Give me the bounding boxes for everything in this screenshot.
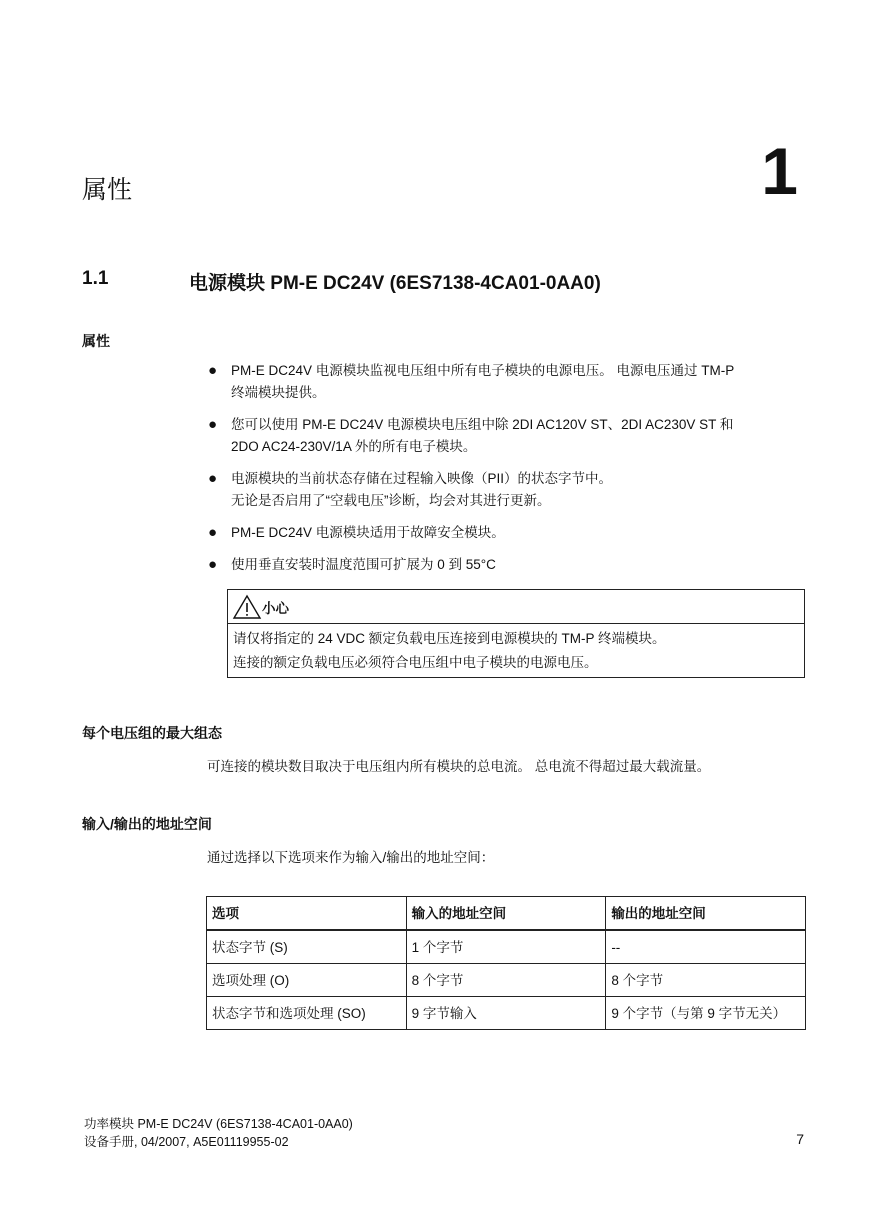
list-item: ● PM-E DC24V 电源模块适用于故障安全模块。 (205, 522, 805, 544)
column-header: 输出的地址空间 (606, 897, 806, 931)
bullet-icon: ● (208, 362, 218, 379)
table-cell: -- (606, 930, 806, 964)
section-number: 1.1 (82, 268, 109, 289)
chapter-title: 属性 (82, 176, 133, 204)
column-header: 输入的地址空间 (406, 897, 606, 931)
bullet-icon: ● (208, 470, 218, 487)
column-header: 选项 (207, 897, 407, 931)
address-space-heading: 输入/输出的地址空间 (82, 816, 212, 832)
list-item: ● PM-E DC24V 电源模块监视电压组中所有电子模块的电源电压。 电源电压通过 TM-P 终端模块提供。 (208, 362, 735, 400)
table-row (207, 997, 806, 1030)
caution-box (227, 589, 805, 678)
section-title: 电源模块 PM-E DC24V (6ES7138-4CA01-0AA0) (189, 273, 601, 294)
table-cell: 9 个字节（与第 9 字节无关） (606, 997, 806, 1030)
address-space-intro: 通过选择以下选项来作为输入/输出的地址空间： (207, 850, 495, 865)
list-item: ● 电源模块的当前状态存储在过程输入映像（PII）的状态字节中。 无论是否启用了“空载电压”诊断，均会对其进行更新。 (208, 470, 613, 508)
table-cell: 1 个字节 (406, 930, 606, 964)
properties-heading: 属性 (82, 333, 110, 349)
table-cell: 9 字节输入 (406, 997, 606, 1030)
footer-title: 功率模块 PM-E DC24V (6ES7138-4CA01-0AA0) (84, 1117, 353, 1131)
bullet-icon: ● (208, 524, 218, 541)
table-row (207, 964, 806, 997)
max-config-text: 可连接的模块数目取决于电压组内所有模块的总电流。 总电流不得超过最大载流量。 (207, 759, 711, 774)
caution-body: 请仅将指定的 24 VDC 额定负载电压连接到电源模块的 TM-P 终端模块。 连接的额定负载电压必须符合电压组中电子模块的电源电压。 (233, 631, 666, 670)
chapter-number: 1 (761, 134, 798, 208)
table-cell: 8 个字节 (406, 964, 606, 997)
list-item: ● 您可以使用 PM-E DC24V 电源模块电压组中除 2DI AC120V ST、2DI AC230V ST 和 2DO AC24-230V/1A 外的所有电子模块。 (208, 416, 734, 454)
max-config-heading: 每个电压组的最大组态 (82, 725, 222, 741)
caution-header (228, 590, 804, 624)
bullet-icon: ● (208, 556, 218, 573)
table-cell: 8 个字节 (606, 964, 806, 997)
list-item: ● 使用垂直安装时温度范围可扩展为 0 到 55°C (205, 554, 805, 576)
warning-triangle-icon (232, 594, 262, 620)
address-space-table (206, 896, 806, 1030)
table-header-row (207, 897, 806, 931)
bullet-icon: ● (208, 416, 218, 433)
properties-list (205, 360, 805, 586)
caution-title: 小心 (262, 600, 289, 616)
page-number: 7 (796, 1131, 804, 1147)
table-cell: 状态字节和选项处理 (SO) (207, 997, 407, 1030)
footer-manual-info: 设备手册, 04/2007, A5E01119955-02 (84, 1135, 289, 1149)
table-cell: 选项处理 (O) (207, 964, 407, 997)
table-cell: 状态字节 (S) (207, 930, 407, 964)
table-row (207, 930, 806, 964)
